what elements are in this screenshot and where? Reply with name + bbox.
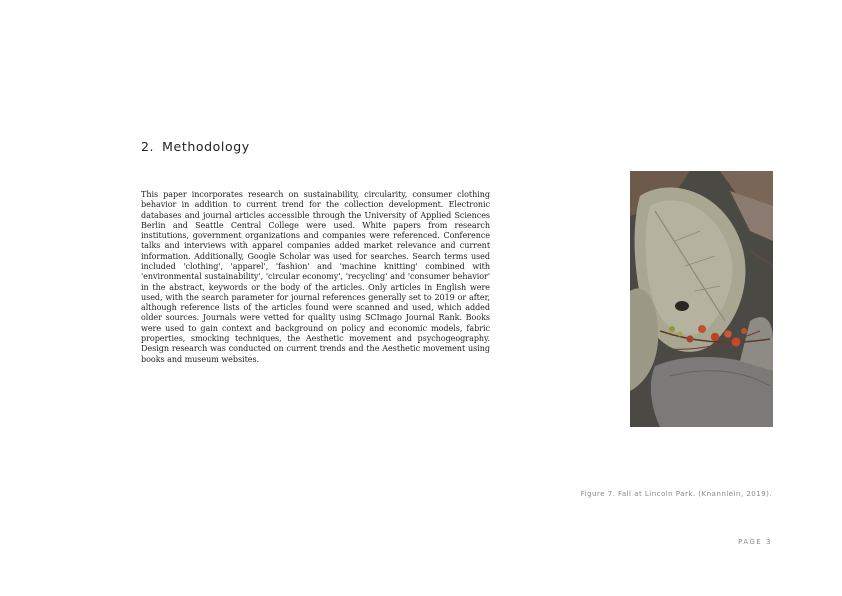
methodology-paragraph: This paper incorporates research on sustainability, circularity, consumer clothing behavior in addition to current trend for the collection development. Electronic databases and journal articles accessible through the University of Applied Sciences Berlin and Seattle Central College were used. White papers from research institutions, government organizations and companies were referenced. Conference talks and interviews with apparel companies added market relevance and current information. Additionally, Google Scholar was used for searches. Search terms used included 'clothing', 'apparel', 'fashion' and 'machine knitting' combined with 'environmental sustainability', 'circular economy', 'recycling' and 'consumer behavior' in the abstract, keywords or the body of the articles. Only articles in English were used, with the search parameter for journal references generally set to 2019 or after, although reference lists of the articles found were scanned and used, which added older sources. Journals were vetted for quality using SCImago Journal Rank. Books were used to gain context and background on policy and economic models, fabric properties, smocking techniques, the Aesthetic movement and psychogeography. Design research was conducted on current trends and the Aesthetic movement using books and museum websites.	[141, 190, 490, 364]
section-number: 2.	[141, 139, 155, 154]
section-heading	[141, 139, 250, 154]
figure-photo	[630, 171, 773, 427]
leaves-photo-illustration	[630, 171, 773, 427]
figure-caption: Figure 7. Fall at Lincoln Park. (Knannlein, 2019).	[580, 489, 772, 498]
section-title: Methodology	[162, 139, 250, 154]
page-number: PAGE 3	[738, 538, 772, 546]
